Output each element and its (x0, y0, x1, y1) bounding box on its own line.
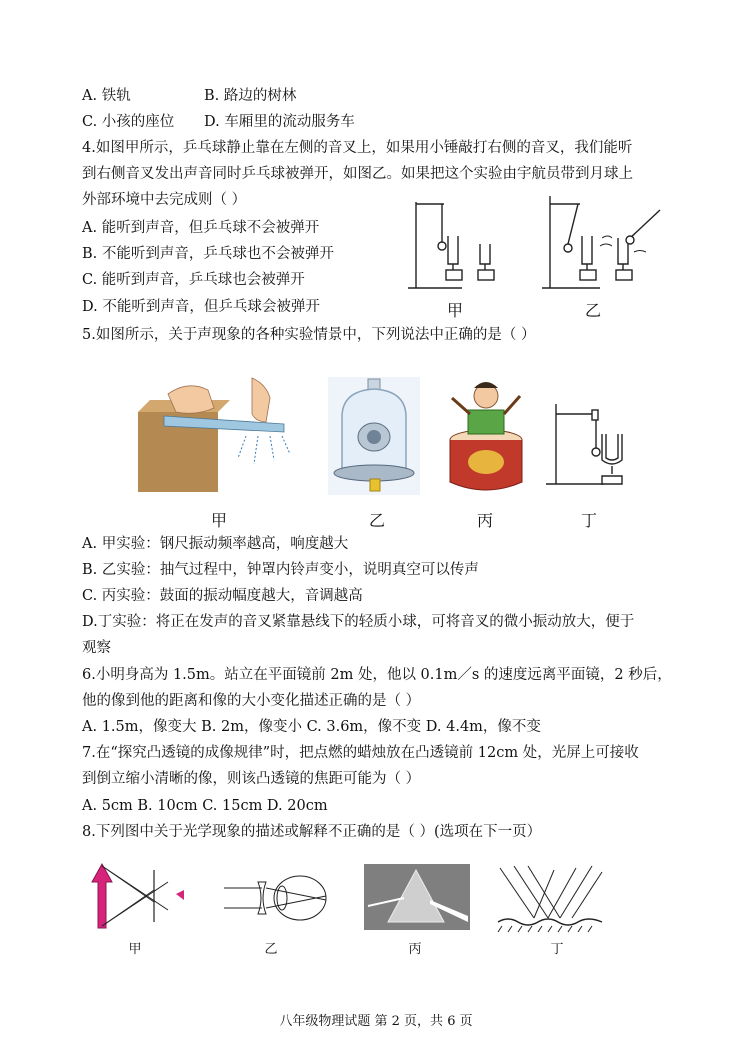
q8-diffuse-reflection-figure (496, 862, 606, 934)
q8-eye-lens-figure (222, 870, 334, 928)
q5-caption-yi: 乙 (368, 511, 385, 530)
q8-prism-figure (364, 864, 470, 930)
q5-option-d-cont: 观察 (82, 640, 111, 656)
page-footer: 八年级物理试题 第 2 页，共 6 页 (279, 1014, 473, 1029)
q3-option-c: C. 小孩的座位 (82, 114, 175, 130)
q4-caption-jia: 甲 (446, 301, 463, 320)
q4-option-d: D. 不能听到声音，但乒乓球会被弹开 (82, 299, 320, 315)
q5-option-b: B. 乙实验：抽气过程中，钟罩内铃声变小，说明真空可以传声 (82, 562, 479, 578)
q6-stem-line1: 6.小明身高为 1.5m。站立在平面镜前 2m 处，他以 0.1m／s 的速度远离平面镜，2 秒后， (82, 667, 672, 683)
q5-ruler-figure (134, 374, 298, 496)
q8-caption-bing: 丙 (408, 942, 422, 957)
q3-option-a: A. 铁轨 (82, 88, 131, 104)
q8-pinhole-figure (88, 860, 198, 936)
q4-stem-line2: 到右侧音叉发出声音同时乒乓球被弹开，如图乙。如果把这个实验由宇航员带到月球上 (82, 166, 633, 182)
q8-caption-jia: 甲 (128, 942, 142, 957)
q4-stem-line1: 4.如图甲所示，乒乓球静止靠在左侧的音叉上，如果用小锤敲打右侧的音叉，我们能听 (82, 140, 633, 156)
q5-drum-figure (444, 374, 528, 498)
q7-options: A. 5cm B. 10cm C. 15cm D. 20cm (82, 798, 328, 814)
q4-option-b: B. 不能听到声音，乒乓球也不会被弹开 (82, 246, 334, 262)
q6-stem-line2: 他的像到他的距离和像的大小变化描述正确的是（ ） (82, 693, 421, 709)
q8-caption-ding: 丁 (550, 942, 564, 957)
q3-option-d: D. 车厢里的流动服务车 (204, 114, 355, 130)
q7-stem-line2: 到倒立缩小清晰的像，则该凸透镜的焦距可能为（ ） (82, 771, 421, 787)
q8-caption-yi: 乙 (264, 942, 278, 957)
q4-caption-yi: 乙 (584, 301, 601, 320)
q5-caption-jia: 甲 (210, 511, 227, 530)
q5-bell-jar-figure (328, 377, 420, 495)
q4-option-a: A. 能听到声音，但乒乓球不会被弹开 (82, 220, 320, 236)
q8-stem: 8.下列图中关于光学现象的描述或解释不正确的是（ ）(选项在下一页） (82, 824, 542, 840)
q3-option-b: B. 路边的树林 (204, 88, 297, 104)
q5-caption-bing: 丙 (476, 511, 493, 530)
q5-option-a: A. 甲实验：钢尺振动频率越高，响度越大 (82, 536, 349, 552)
q5-caption-ding: 丁 (580, 511, 597, 530)
q4-stem-line3: 外部环境中去完成则（ ） (82, 192, 247, 208)
q4-tuning-fork-figures (404, 192, 670, 294)
q5-pendulum-fork-figure (544, 400, 628, 490)
q7-stem-line1: 7.在“探究凸透镜的成像规律”时，把点燃的蜡烛放在凸透镜前 12cm 处，光屏上可接收 (82, 745, 639, 761)
q5-stem: 5.如图所示，关于声现象的各种实验情景中，下列说法中正确的是（ ） (82, 327, 536, 343)
q6-options: A. 1.5m，像变大 B. 2m，像变小 C. 3.6m，像不变 D. 4.4m，像不变 (82, 719, 541, 735)
q4-option-c: C. 能听到声音，乒乓球也会被弹开 (82, 272, 305, 288)
q5-option-c: C. 丙实验：鼓面的振动幅度越大，音调越高 (82, 588, 363, 604)
q5-option-d: D.丁实验：将正在发声的音叉紧靠悬线下的轻质小球，可将音叉的微小振动放大，便于 (82, 614, 635, 630)
